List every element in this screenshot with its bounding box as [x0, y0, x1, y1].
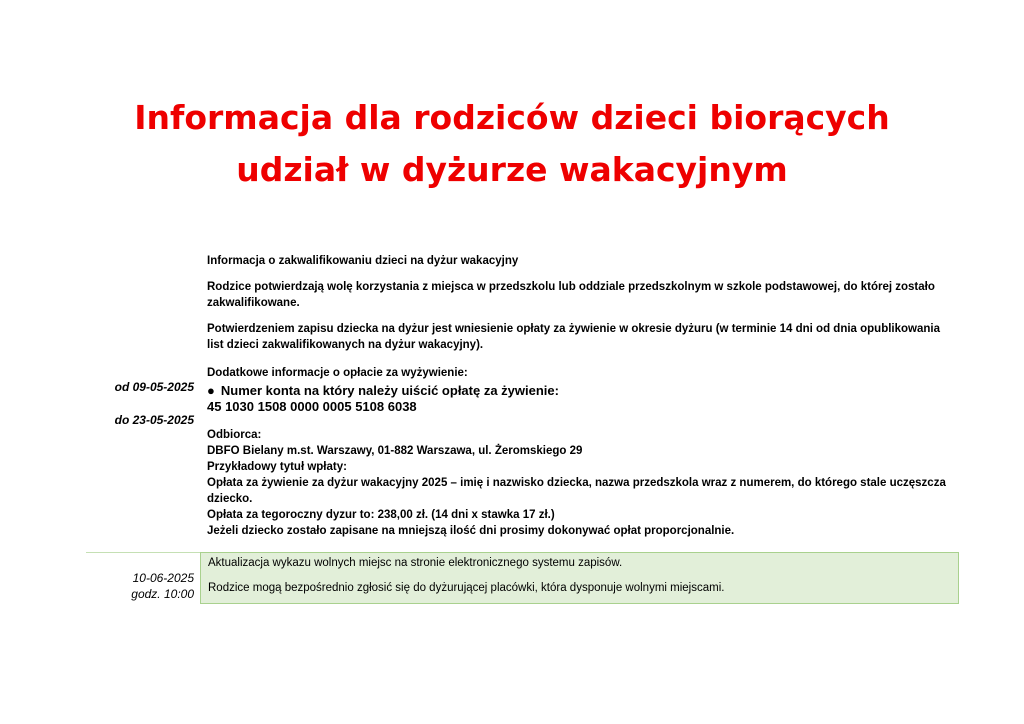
account-bullet-text: Numer konta na który należy uiścić opłatę za żywienie: — [220, 383, 559, 398]
page-title — [0, 92, 1024, 196]
confirmation-paragraph: Rodzice potwierdzają wolę korzystania z miejsca w przedszkolu lub oddziale przedszkolnym w szkole podstawowej, do której zostało zakwalifikowane. — [207, 281, 935, 309]
vacancy-contact-line: Rodzice mogą bezpośrednio zgłosić się do dyżurującej placówki, która dysponuje wolnymi miejscami. — [208, 582, 725, 594]
update-time: godz. 10:00 — [131, 587, 194, 601]
bullet-icon: ● — [207, 383, 215, 398]
transfer-title-label: Przykładowy tytuł wpłaty: — [207, 461, 347, 473]
account-number: 45 1030 1508 0000 0005 5108 6038 — [207, 399, 417, 414]
payment-confirmation-paragraph: Potwierdzeniem zapisu dziecka na dyżur jest wniesienie opłaty za żywienie w okresie dyżuru (w terminie 14 dni od dnia opublikowania list dzieci zakwalifikowanych na dyżur wakacyjny). — [207, 323, 940, 351]
transfer-title-example: Opłata za żywienie za dyżur wakacyjny 2025 – imię i nazwisko dziecka, nazwa przedszkola wraz z numerem, do którego stale uczęszcza dziecko. — [207, 477, 946, 505]
vacancy-update-line: Aktualizacja wykazu wolnych miejsc na stronie elektronicznego systemu zapisów. — [208, 557, 623, 569]
page-title-line-1: Informacja dla rodziców dzieci biorących — [134, 98, 890, 137]
payment-info-heading: Dodatkowe informacje o opłacie za wyżywienie: — [207, 367, 468, 379]
page-title-line-2: udział w dyżurze wakacyjnym — [236, 150, 788, 189]
recipient-address: DBFO Bielany m.st. Warszawy, 01-882 Warszawa, ul. Żeromskiego 29 — [207, 445, 583, 457]
date-from: od 09-05-2025 — [114, 380, 194, 394]
fee-note: Jeżeli dziecko zostało zapisane na mniejszą ilość dni prosimy dokonywać opłat proporcjonalnie. — [207, 525, 735, 537]
account-bullet — [207, 383, 957, 399]
vacancy-update-box — [200, 552, 959, 604]
fee-amount: Opłata za tegoroczny dyzur to: 238,00 zł. (14 dni x stawka 17 zł.) — [207, 509, 555, 521]
row-divider — [86, 552, 200, 553]
date-to: do 23-05-2025 — [114, 413, 194, 427]
section-heading: Informacja o zakwalifikowaniu dzieci na dyżur wakacyjny — [207, 255, 519, 267]
qualification-info — [207, 253, 957, 539]
recipient-label: Odbiorca: — [207, 429, 262, 441]
update-date: 10-06-2025 — [132, 571, 194, 585]
